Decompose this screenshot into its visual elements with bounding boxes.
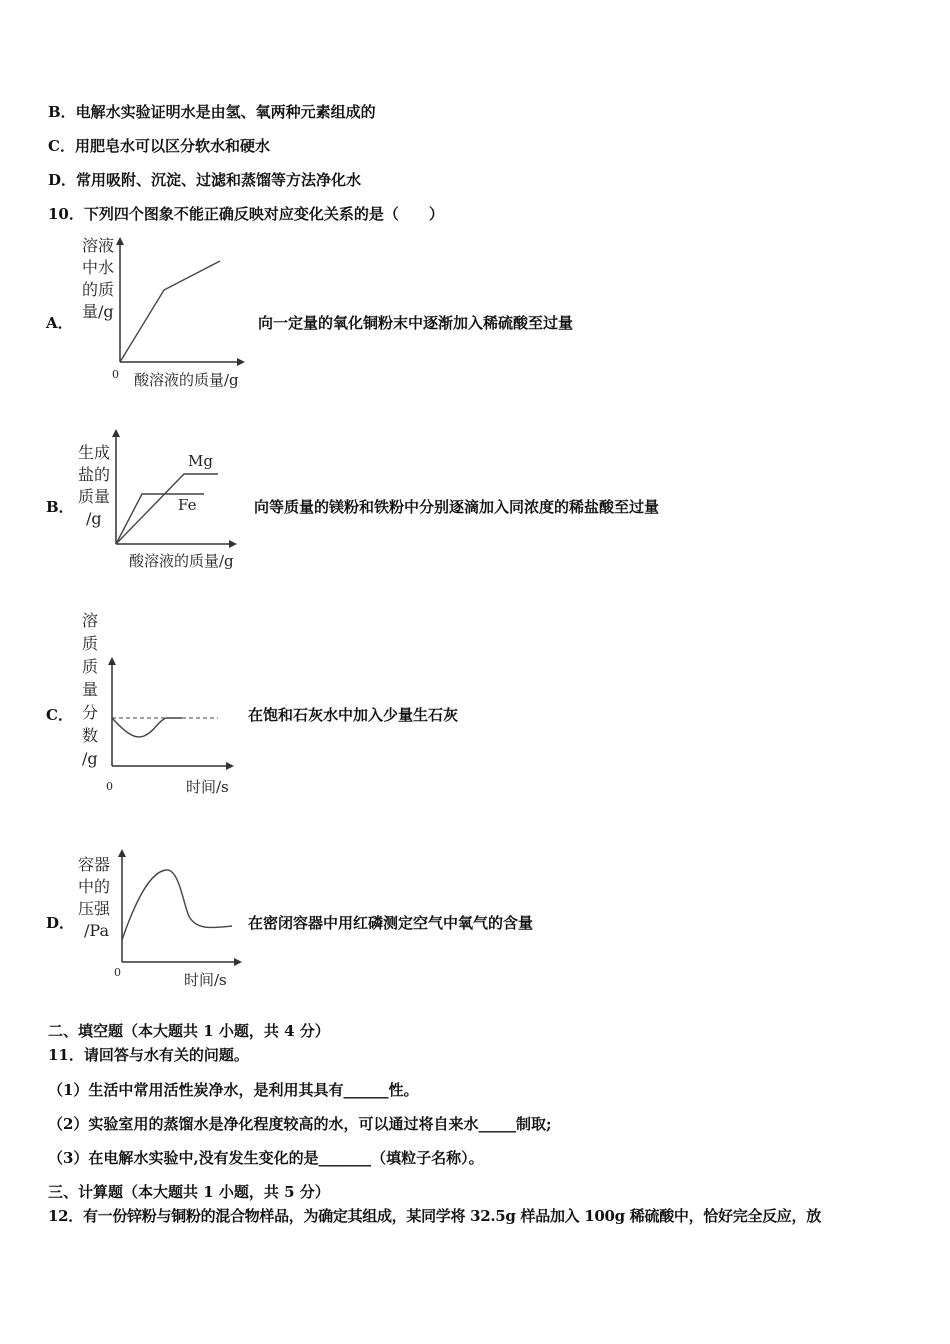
graph-b-fe-label: Fe <box>178 496 197 514</box>
graph-a-x-arrow <box>237 358 245 366</box>
graph-c-ylabel <box>82 611 98 768</box>
graph-c-ylabel-line: 溶 <box>82 611 99 630</box>
graph-b-y-arrow <box>112 429 120 437</box>
graph-c-xlabel: 时间/s <box>186 778 229 796</box>
graph-a-ylabel <box>82 236 114 321</box>
question-12-stem: 12．有一份锌粉与铜粉的混合物样品，为确定其组成，某同学将 32.5g 样品加入 100g 稀硫酸中，恰好完全反应，放 <box>48 1207 821 1225</box>
graph-d-y-arrow <box>118 849 126 857</box>
q10-option-b-desc: 向等质量的镁粉和铁粉中分别逐滴加入同浓度的稀盐酸至过量 <box>254 498 660 516</box>
graph-a-ylabel-line: 中水 <box>82 258 115 277</box>
q10-option-c-label: C． <box>46 706 73 724</box>
graph-c-x-arrow <box>226 762 234 770</box>
graph-c-ylabel-line: 量 <box>82 680 99 699</box>
graph-b-fe-line <box>116 474 218 544</box>
graph-d-origin: 0 <box>114 966 121 979</box>
q10-option-d-graph <box>74 840 256 992</box>
q10-option-a-label: A． <box>46 314 73 332</box>
question-11-sub-3: （3）在电解水实验中,没有发生变化的是_______（填粒子名称）。 <box>48 1149 484 1167</box>
graph-d-ylabel-line: /Pa <box>84 921 109 940</box>
graph-c-ylabel-line: /g <box>82 749 98 768</box>
graph-b-mg-label: Mg <box>188 452 213 470</box>
graph-c-ylabel-line: 数 <box>82 726 99 745</box>
graph-a-xlabel: 酸溶液的质量/g <box>134 371 239 389</box>
graph-d-ylabel-line: 容器 <box>78 855 111 874</box>
graph-c-ylabel-line: 质 <box>82 634 99 653</box>
graph-d-x-arrow <box>234 958 242 966</box>
graph-a-ylabel-line: 溶液 <box>82 236 115 255</box>
graph-b-x-arrow <box>229 540 237 548</box>
graph-c-origin: 0 <box>106 780 113 793</box>
graph-d-xlabel: 时间/s <box>184 971 227 989</box>
graph-d-ylabel-line: 压强 <box>78 899 111 918</box>
question-10-stem: 10．下列四个图象不能正确反映对应变化关系的是（ ） <box>48 205 444 223</box>
option-d-text: D．常用吸附、沉淀、过滤和蒸馏等方法净化水 <box>48 171 362 189</box>
q10-option-a-graph <box>74 234 260 394</box>
option-c-text: C．用肥皂水可以区分软水和硬水 <box>48 137 270 155</box>
graph-a-curve <box>120 261 220 362</box>
section-2-title: 二、填空题（本大题共 1 小题，共 4 分） <box>48 1022 330 1040</box>
graph-a-ylabel-line: 量/g <box>82 302 114 321</box>
graph-c-y-arrow <box>108 657 116 665</box>
graph-c-ylabel-line: 分 <box>82 703 99 722</box>
q10-option-b-label: B． <box>46 498 74 516</box>
graph-b-ylabel-line: 生成 <box>78 443 111 462</box>
q10-option-c-desc: 在饱和石灰水中加入少量生石灰 <box>248 706 459 724</box>
question-11-sub-2: （2）实验室用的蒸馏水是净化程度较高的水，可以通过将自来水_____制取; <box>48 1115 552 1133</box>
graph-d-ylabel <box>78 855 111 940</box>
graph-d-ylabel-line: 中的 <box>78 877 111 896</box>
graph-c-curve <box>112 718 182 737</box>
option-b-text: B．电解水实验证明水是由氢、氧两种元素组成的 <box>48 103 376 121</box>
q10-option-d-desc: 在密闭容器中用红磷测定空气中氧气的含量 <box>248 914 534 932</box>
graph-b-xlabel: 酸溶液的质量/g <box>129 552 234 570</box>
q10-option-d-label: D． <box>46 914 75 932</box>
graph-a-origin: 0 <box>112 368 119 381</box>
graph-d-curve <box>122 870 232 940</box>
graph-b-ylabel <box>78 443 110 528</box>
question-11-sub-1: （1）生活中常用活性炭净水，是利用其具有______性。 <box>48 1081 419 1099</box>
q10-option-b-graph <box>74 424 260 574</box>
graph-b-ylabel-line: 质量 <box>78 487 111 506</box>
q10-option-c-graph <box>74 606 254 802</box>
graph-b-ylabel-line: 盐的 <box>78 465 111 484</box>
section-3-title: 三、计算题（本大题共 1 小题，共 5 分） <box>48 1183 330 1201</box>
graph-b-ylabel-line: /g <box>86 509 102 528</box>
q10-option-a-desc: 向一定量的氧化铜粉末中逐渐加入稀硫酸至过量 <box>258 314 574 332</box>
graph-a-y-arrow <box>116 237 124 245</box>
graph-c-ylabel-line: 质 <box>82 657 99 676</box>
graph-a-ylabel-line: 的质 <box>82 280 115 299</box>
question-11-stem: 11．请回答与水有关的问题。 <box>48 1046 249 1064</box>
